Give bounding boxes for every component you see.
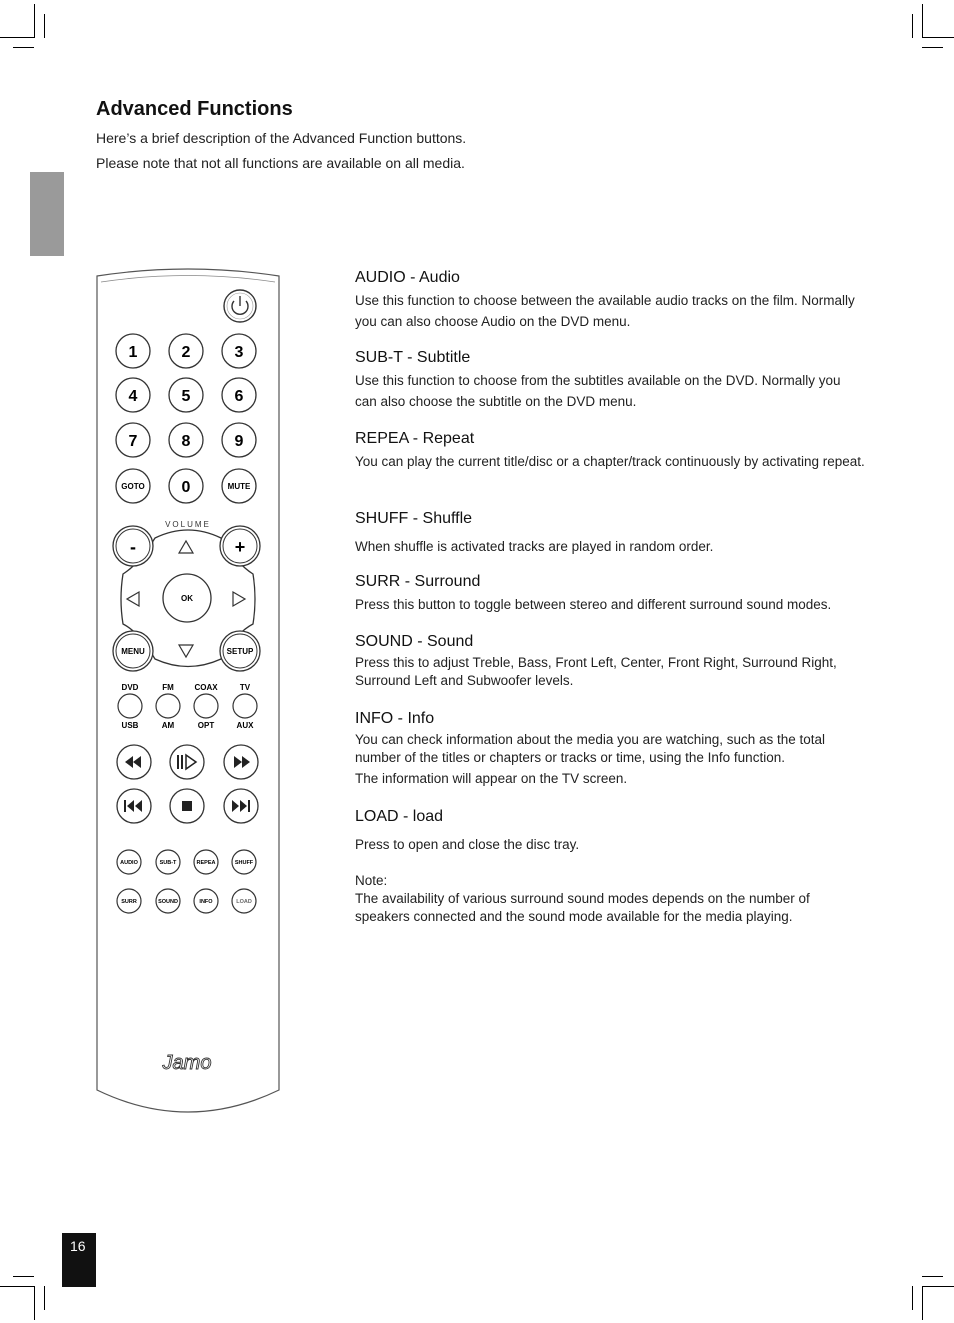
digit-key[interactable] (169, 334, 203, 368)
digit-label: 5 (181, 388, 191, 405)
info-button[interactable] (194, 889, 218, 913)
digit-key[interactable] (222, 423, 256, 457)
section-title: REPEA - Repeat (355, 430, 475, 447)
crop-mark (34, 1286, 35, 1320)
section-body: When shuffle is activated tracks are played in random order. (355, 539, 714, 554)
load-section (355, 806, 865, 855)
digit-label: 2 (181, 344, 191, 361)
section-body: Press this to adjust Treble, Bass, Front Left, Center, Front Right, Surround Right, Surround Left and Subwoofer levels. (355, 655, 837, 688)
section-body: Use this function to choose between the available audio tracks on the film. Normally you can also choose Audio on the DVD menu. (355, 293, 855, 329)
repeat-section (355, 428, 865, 472)
digit-key[interactable] (169, 469, 203, 503)
intro-text: Here’s a brief description of the Advanced Function buttons. (96, 130, 467, 146)
section-body-extra: The information will appear on the TV screen. (355, 771, 628, 786)
source-label: AM (161, 721, 175, 730)
page-title: Advanced Functions (96, 98, 293, 120)
section-title: SHUFF - Shuffle (355, 510, 473, 527)
section-title: SURR - Surround (355, 573, 481, 590)
section-title: LOAD - load (355, 808, 444, 825)
section-body: Press to open and close the disc tray. (355, 837, 580, 852)
fast-forward-button[interactable] (224, 745, 258, 779)
menu-button[interactable] (113, 631, 153, 671)
crop-mark (912, 14, 913, 38)
crop-mark (922, 47, 943, 48)
crop-mark (922, 1276, 943, 1277)
digit-label: 8 (181, 433, 191, 450)
digit-key[interactable] (222, 378, 256, 412)
page-number: 16 (70, 1238, 86, 1254)
digit-label: 0 (181, 479, 191, 496)
digit-key[interactable] (169, 423, 203, 457)
surround-section (355, 571, 865, 615)
source-label: AUX (236, 721, 254, 730)
source-label: DVD (121, 683, 139, 692)
digit-key[interactable] (222, 334, 256, 368)
digit-label: 4 (128, 388, 138, 405)
source-label: FM (162, 683, 174, 692)
crop-mark (922, 1286, 923, 1320)
crop-mark (922, 37, 954, 38)
source-button[interactable] (233, 694, 257, 718)
menu-label: MENU (121, 647, 145, 656)
section-title: AUDIO - Audio (355, 269, 460, 286)
stop-icon (182, 801, 192, 811)
shuffle-button[interactable] (232, 850, 256, 874)
play-pause-button[interactable] (170, 745, 204, 779)
volume-label: VOLUME (165, 520, 211, 529)
source-label: TV (239, 683, 251, 692)
note-text: The availability of various surround sound modes depends on the number of speakers connected and the sound mode available for the media playing. (355, 891, 810, 924)
intro-note: Please note that not all functions are available on all media. (96, 155, 465, 171)
repeat-button[interactable] (194, 850, 218, 874)
plus-label: + (234, 537, 246, 557)
section-tab (30, 172, 64, 256)
info-section (355, 708, 865, 789)
sound-section (355, 631, 865, 690)
crop-mark (13, 47, 34, 48)
page-number-box (62, 1233, 96, 1287)
section-body: You can check information about the media you are watching, such as the total number of the titles or chapters or tracks or time, using the Info function. (355, 732, 826, 765)
crop-mark (922, 1286, 954, 1287)
subtitle-section (355, 347, 865, 412)
goto-label: GOTO (121, 482, 145, 491)
mute-button[interactable] (222, 469, 256, 503)
rewind-button[interactable] (117, 745, 151, 779)
section-body: Press this button to toggle between stereo and different surround sound modes. (355, 597, 832, 612)
load-label: LOAD (236, 899, 252, 905)
info-label: INFO (199, 899, 213, 905)
previous-button[interactable] (117, 789, 151, 823)
section-title: SUB-T - Subtitle (355, 349, 471, 366)
crop-mark (922, 4, 923, 38)
crop-mark (44, 14, 45, 38)
shuffle-section (355, 508, 865, 557)
next-button[interactable] (224, 789, 258, 823)
shuffle-label: SHUFF (234, 860, 254, 866)
digit-key[interactable] (116, 334, 150, 368)
sub-t-label: SUB-T (159, 860, 177, 866)
section-title: SOUND - Sound (355, 633, 474, 650)
crop-mark (0, 1286, 34, 1287)
remote-control-illustration (95, 264, 281, 1120)
audio-button[interactable] (117, 850, 141, 874)
audio-section (355, 267, 865, 332)
minus-label: - (130, 537, 136, 557)
goto-button[interactable] (116, 469, 150, 503)
source-label: USB (121, 721, 139, 730)
load-button[interactable] (232, 889, 256, 913)
surround-button[interactable] (117, 889, 141, 913)
section-title: INFO - Info (355, 710, 435, 727)
volume-up-button[interactable] (220, 526, 260, 566)
source-button[interactable] (118, 694, 142, 718)
jamo-logo: Jamo (162, 1052, 212, 1074)
source-button[interactable] (194, 694, 218, 718)
section-body: You can play the current title/disc or a chapter/track continuously by activating repeat. (355, 454, 865, 469)
volume-down-button[interactable] (113, 526, 153, 566)
digit-label: 7 (128, 433, 138, 450)
audio-label: AUDIO (120, 860, 138, 866)
section-body: Use this function to choose from the subtitles available on the DVD. Normally you can also choose the subtitle on the DVD menu. (355, 373, 841, 409)
note-label: Note: (355, 873, 388, 888)
ok-label: OK (181, 594, 193, 603)
surround-label: SURR (121, 899, 137, 905)
crop-mark (34, 4, 35, 38)
digit-label: 6 (234, 388, 244, 405)
crop-mark (13, 1276, 34, 1277)
source-label: COAX (194, 683, 218, 692)
digit-label: 1 (128, 344, 138, 361)
mute-label: MUTE (227, 482, 251, 491)
setup-button[interactable] (220, 631, 260, 671)
stop-button[interactable] (170, 789, 204, 823)
crop-mark (44, 1286, 45, 1310)
crop-mark (912, 1286, 913, 1310)
power-icon[interactable] (224, 290, 256, 322)
source-button[interactable] (156, 694, 180, 718)
digit-label: 3 (234, 344, 244, 361)
ok-button[interactable] (163, 574, 211, 622)
note-block (355, 872, 865, 926)
repeat-label: REPEA (196, 860, 216, 866)
digit-label: 9 (234, 433, 244, 450)
sound-label: SOUND (158, 899, 178, 905)
digit-key[interactable] (169, 378, 203, 412)
setup-label: SETUP (226, 647, 254, 656)
source-label: OPT (197, 721, 215, 730)
sound-button[interactable] (156, 889, 180, 913)
crop-mark (0, 37, 34, 38)
sub-t-button[interactable] (156, 850, 180, 874)
digit-key[interactable] (116, 423, 150, 457)
digit-key[interactable] (116, 378, 150, 412)
